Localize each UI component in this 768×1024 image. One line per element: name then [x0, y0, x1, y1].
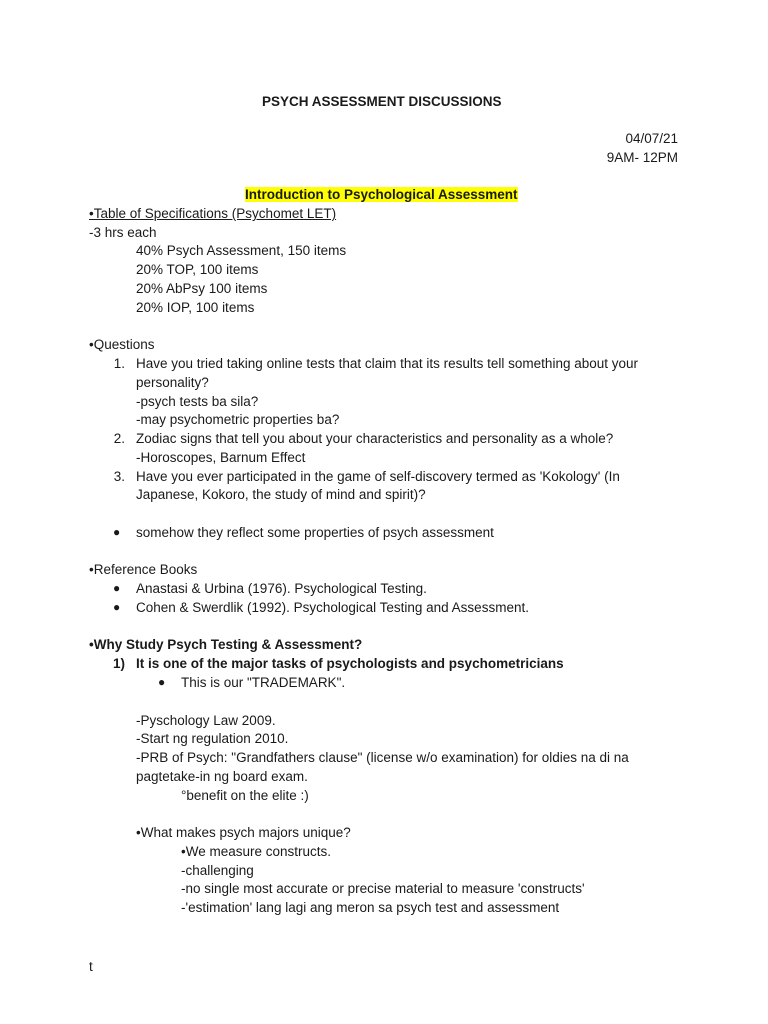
document-date: 04/07/21 [625, 131, 678, 146]
unique-item: -'estimation' lang lagi ang meron sa psych test and assessment [181, 900, 560, 915]
document-time: 9AM- 12PM [606, 150, 678, 165]
tos-label: •Table of Specifications (Psychomet LET) [89, 206, 337, 221]
question-subnote: -psych tests ba sila? [136, 394, 259, 409]
question-subnote: -may psychometric properties ba? [136, 412, 340, 427]
tos-item: 20% AbPsy 100 items [136, 281, 268, 296]
tos-item: 20% IOP, 100 items [136, 300, 255, 315]
note-line: °benefit on the elite :) [181, 788, 309, 803]
why-heading: •Why Study Psych Testing & Assessment? [89, 637, 363, 652]
list-number: 2. [113, 431, 125, 446]
list-number: 1. [113, 356, 125, 371]
bullet-icon: ● [113, 600, 121, 614]
list-number: 3. [113, 469, 125, 484]
bullet-icon: ● [113, 581, 121, 595]
questions-label: •Questions [89, 337, 155, 352]
tos-item: 40% Psych Assessment, 150 items [136, 243, 347, 258]
note-line: -Pyschology Law 2009. [136, 713, 276, 728]
unique-item: -no single most accurate or precise material to measure 'constructs' [181, 881, 585, 896]
question-subnote: -Horoscopes, Barnum Effect [136, 450, 306, 465]
unique-item: •We measure constructs. [181, 844, 332, 859]
question-text: personality? [136, 375, 209, 390]
trademark-note: This is our "TRADEMARK". [181, 675, 346, 690]
questions-note: somehow they reflect some properties of psych assessment [136, 525, 494, 540]
question-text: Zodiac signs that tell you about your characteristics and personality as a whole? [136, 431, 614, 446]
bullet-icon: ● [113, 525, 121, 539]
note-line: -Start ng regulation 2010. [136, 731, 289, 746]
reference-item: Cohen & Swerdlik (1992). Psychological Testing and Assessment. [136, 600, 529, 615]
question-text: Have you ever participated in the game of self-discovery termed as 'Kokology' (In [136, 469, 620, 484]
document-title: PSYCH ASSESSMENT DISCUSSIONS [262, 94, 502, 109]
unique-label: •What makes psych majors unique? [136, 825, 351, 840]
section-heading: Introduction to Psychological Assessment [245, 187, 518, 202]
note-line: pagtetake-in ng board exam. [136, 769, 308, 784]
bullet-icon: ● [158, 675, 166, 689]
tos-duration: -3 hrs each [89, 225, 157, 240]
note-line: -PRB of Psych: "Grandfathers clause" (license w/o examination) for oldies na di na [136, 750, 629, 765]
why-point: It is one of the major tasks of psychologists and psychometricians [136, 656, 564, 671]
question-text: Have you tried taking online tests that claim that its results tell something about your [136, 356, 639, 371]
unique-item: -challenging [181, 863, 254, 878]
list-number: 1) [112, 656, 125, 671]
tos-item: 20% TOP, 100 items [136, 262, 259, 277]
footer-character: t [89, 959, 93, 974]
references-label: •Reference Books [89, 562, 198, 577]
question-text: Japanese, Kokoro, the study of mind and spirit)? [136, 487, 426, 502]
reference-item: Anastasi & Urbina (1976). Psychological Testing. [136, 581, 427, 596]
